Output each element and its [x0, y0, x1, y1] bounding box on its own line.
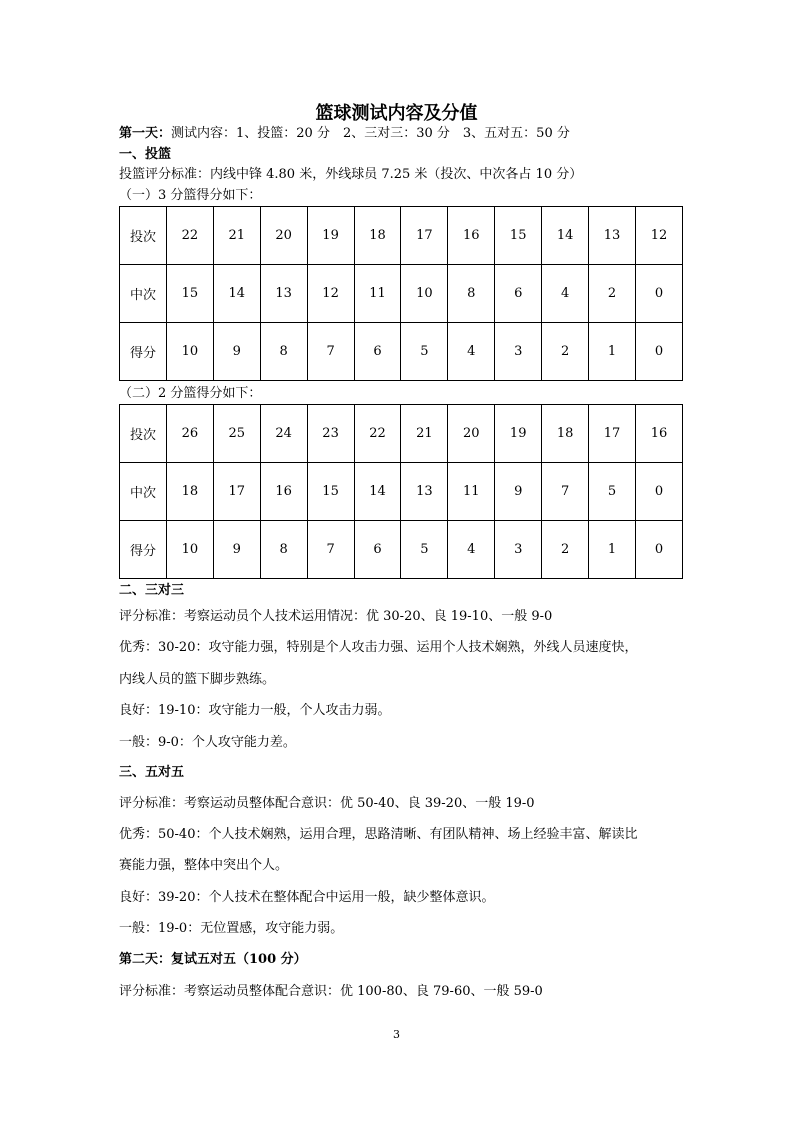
- table-cell: 10: [401, 265, 448, 323]
- table-cell: 17: [213, 463, 260, 521]
- three-on-three-fair: 一般：9-0：个人攻守能力差。: [119, 735, 296, 750]
- table-cell: 5: [401, 323, 448, 381]
- table-cell: 12: [307, 265, 354, 323]
- page-title: 篮球测试内容及分值: [315, 103, 478, 124]
- table-cell: 8: [448, 265, 495, 323]
- table-cell: 20: [448, 405, 495, 463]
- table-cell: 8: [260, 521, 307, 579]
- five-on-five-fair: 一般：19-0：无位置感，攻守能力弱。: [119, 921, 344, 936]
- table-cell: 得分: [120, 521, 167, 579]
- table-cell: 9: [213, 521, 260, 579]
- table-cell: 6: [495, 265, 542, 323]
- table-cell: 19: [495, 405, 542, 463]
- table-cell: 16: [448, 207, 495, 265]
- table-cell: 15: [495, 207, 542, 265]
- table-cell: 9: [213, 323, 260, 381]
- page-number: 3: [393, 1028, 400, 1041]
- table-cell: 4: [448, 521, 495, 579]
- table-cell: 22: [354, 405, 401, 463]
- two-point-table: [119, 404, 683, 579]
- table-cell: 6: [354, 323, 401, 381]
- table-row: [120, 265, 683, 323]
- table-cell: 16: [635, 405, 682, 463]
- table-cell: 23: [307, 405, 354, 463]
- five-on-five-standard: 评分标准：考察运动员整体配合意识：优 50-40、良 39-20、一般 19-0: [119, 796, 535, 811]
- table-cell: 得分: [120, 323, 167, 381]
- table-cell: 中次: [120, 463, 167, 521]
- five-on-five-excellent-1: 优秀：50-40：个人技术娴熟，运用合理，思路清晰、有团队精神、场上经验丰富、解读比: [119, 827, 638, 842]
- table-cell: 7: [542, 463, 589, 521]
- table-cell: 2: [542, 323, 589, 381]
- table-cell: 0: [635, 323, 682, 381]
- table-cell: 17: [589, 405, 636, 463]
- three-on-three-heading: 二、三对三: [119, 583, 185, 598]
- table-cell: 21: [213, 207, 260, 265]
- table-cell: 0: [635, 521, 682, 579]
- three-on-three-excellent-2: 内线人员的篮下脚步熟练。: [119, 672, 276, 687]
- three-on-three-standard: 评分标准：考察运动员个人技术运用情况：优 30-20、良 19-10、一般 9-0: [119, 609, 553, 624]
- day1-label: 第一天：: [119, 126, 172, 141]
- table-row: [120, 463, 683, 521]
- table-cell: 5: [589, 463, 636, 521]
- three-point-table: [119, 206, 683, 381]
- table-cell: 18: [354, 207, 401, 265]
- table-cell: 18: [542, 405, 589, 463]
- table-cell: 14: [354, 463, 401, 521]
- table-cell: 26: [166, 405, 213, 463]
- table-cell: 14: [213, 265, 260, 323]
- table-cell: 19: [307, 207, 354, 265]
- table-cell: 15: [307, 463, 354, 521]
- table-cell: 18: [166, 463, 213, 521]
- day2-heading: 第二天：复试五对五（100 分）: [119, 952, 307, 967]
- table-row: [120, 521, 683, 579]
- shooting-heading: 一、投篮: [119, 147, 172, 162]
- table-cell: 13: [401, 463, 448, 521]
- table-cell: 8: [260, 323, 307, 381]
- table-cell: 17: [401, 207, 448, 265]
- table-cell: 0: [635, 265, 682, 323]
- table-cell: 21: [401, 405, 448, 463]
- table-cell: 2: [589, 265, 636, 323]
- table-cell: 4: [448, 323, 495, 381]
- table-cell: 9: [495, 463, 542, 521]
- table-cell: 25: [213, 405, 260, 463]
- day2-standard: 评分标准：考察运动员整体配合意识：优 100-80、良 79-60、一般 59-0: [119, 984, 543, 999]
- table-cell: 7: [307, 521, 354, 579]
- three-point-caption: （一）3 分篮得分如下：: [119, 188, 262, 203]
- table-cell: 24: [260, 405, 307, 463]
- table-cell: 3: [495, 521, 542, 579]
- table-cell: 4: [542, 265, 589, 323]
- shooting-standard: 投篮评分标准：内线中锋 4.80 米，外线球员 7.25 米（投次、中次各占 10 分）: [119, 167, 583, 182]
- table-cell: 6: [354, 521, 401, 579]
- five-on-five-excellent-2: 赛能力强，整体中突出个人。: [119, 858, 289, 873]
- day1-content: 测试内容：1、投篮：20 分 2、三对三：30 分 3、五对五：50 分: [171, 126, 570, 141]
- table-cell: 12: [635, 207, 682, 265]
- table-cell: 20: [260, 207, 307, 265]
- three-on-three-excellent-1: 优秀：30-20：攻守能力强，特别是个人攻击力强、运用个人技术娴熟，外线人员速度快，: [119, 640, 638, 655]
- five-on-five-good: 良好：39-20：个人技术在整体配合中运用一般，缺少整体意识。: [119, 890, 495, 905]
- table-cell: 2: [542, 521, 589, 579]
- table-cell: 10: [166, 323, 213, 381]
- day1-line: [119, 126, 570, 142]
- table-cell: 14: [542, 207, 589, 265]
- five-on-five-heading: 三、五对五: [119, 765, 185, 780]
- table-cell: 1: [589, 323, 636, 381]
- table-cell: 5: [401, 521, 448, 579]
- table-cell: 16: [260, 463, 307, 521]
- table-cell: 11: [354, 265, 401, 323]
- table-cell: 13: [589, 207, 636, 265]
- table-row: [120, 207, 683, 265]
- table-cell: 投次: [120, 405, 167, 463]
- table-cell: 22: [166, 207, 213, 265]
- three-on-three-good: 良好：19-10：攻守能力一般，个人攻击力弱。: [119, 703, 391, 718]
- table-cell: 中次: [120, 265, 167, 323]
- table-cell: 10: [166, 521, 213, 579]
- table-cell: 7: [307, 323, 354, 381]
- table-cell: 13: [260, 265, 307, 323]
- table-cell: 1: [589, 521, 636, 579]
- table-row: [120, 323, 683, 381]
- table-cell: 3: [495, 323, 542, 381]
- table-row: [120, 405, 683, 463]
- table-cell: 15: [166, 265, 213, 323]
- table-cell: 投次: [120, 207, 167, 265]
- two-point-caption: （二）2 分篮得分如下：: [119, 386, 262, 401]
- table-cell: 11: [448, 463, 495, 521]
- table-cell: 0: [635, 463, 682, 521]
